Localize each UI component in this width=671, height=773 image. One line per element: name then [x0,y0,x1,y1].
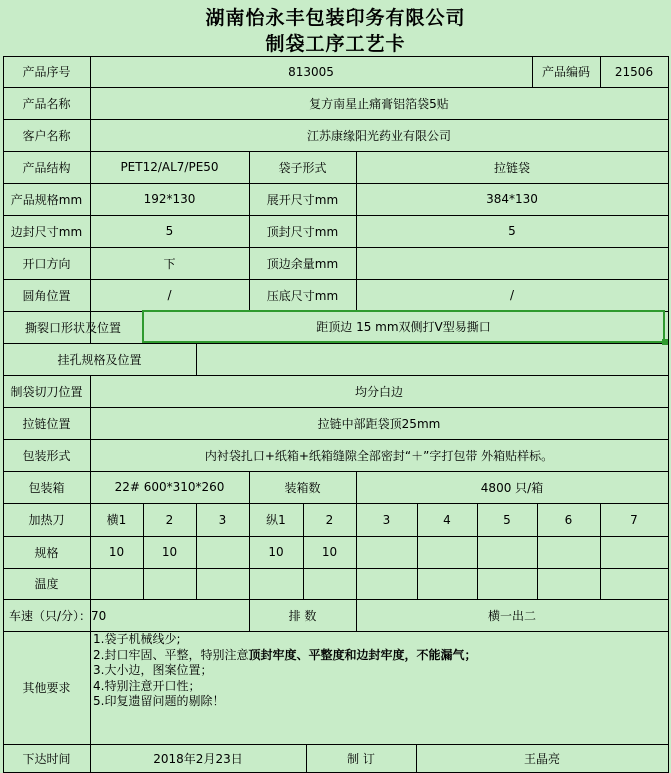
heater-header-6[interactable]: 3 [382,512,391,527]
requirement-4: 4.特别注意开口性； [93,678,201,693]
zipper-value[interactable]: 拉链中部距袋顶25mm [317,416,441,431]
heater-spec-1[interactable]: 10 [108,545,125,559]
heater-header-3[interactable]: 3 [218,512,227,527]
tear-label: 撕裂口形状及位置 [24,320,121,335]
bottom-label: 压底尺寸mm [266,288,339,303]
heater-temp-6[interactable] [356,568,417,599]
heater-temp-5[interactable] [303,568,356,599]
product-name-label: 产品名称 [22,96,71,111]
requirement-1: 1.袋子机械线少; [93,632,181,646]
heater-temp-10[interactable] [600,568,668,599]
box-qty-value[interactable]: 4800 只/箱 [480,480,544,495]
bag-form-value[interactable]: 拉链袋 [493,160,530,175]
box-label: 包装箱 [28,480,65,495]
heater-spec-8[interactable] [477,536,537,568]
heater-header-9[interactable]: 6 [564,512,573,527]
heater-label: 加热刀 [28,513,65,527]
product-no-label: 产品序号 [22,65,71,79]
heater-spec-9[interactable] [537,536,600,568]
heater-header-10[interactable]: 7 [630,512,638,527]
bottom-value[interactable]: / [509,288,515,302]
arrange-value[interactable]: 横一出二 [487,608,536,623]
speed-label: 车速（只/分）：70 [9,608,107,623]
heater-spec-3[interactable] [196,536,249,568]
requirement-2: 2.封口牢固、平整，特别注意顶封牢度、平整度和边封牢度，不能漏气； [93,647,477,662]
box-value[interactable]: 22# 600*310*260 [114,480,225,494]
heater-temp-1[interactable] [90,568,143,599]
heater-spec-4[interactable]: 10 [268,545,284,559]
product-name-value[interactable]: 复方南星止痛膏铝箔袋5贴 [309,96,449,111]
bag-form-label: 袋子形式 [278,160,327,175]
heater-header-2[interactable]: 2 [165,512,174,527]
heater-temp-2[interactable] [143,568,196,599]
heater-spec-6[interactable] [356,536,417,568]
cutter-value[interactable]: 均分白边 [354,384,403,399]
heater-header-5[interactable]: 2 [325,512,334,527]
structure-value[interactable]: PET12/AL7/PE50 [120,160,219,174]
heater-spec-5[interactable]: 10 [321,545,338,559]
unfold-label: 展开尺寸mm [266,192,339,207]
opening-label: 开口方向 [22,256,71,271]
maker-value[interactable]: 王晶亮 [523,751,560,766]
top-seal-label: 顶封尺寸mm [266,224,339,239]
hang-label: 挂孔规格及位置 [57,352,142,367]
heater-spec-2[interactable]: 10 [161,545,178,559]
company-title: 湖南怡永丰包装印务有限公司 [205,7,466,29]
issue-date-value[interactable]: 2018年2月23日 [153,751,243,766]
packing-value[interactable]: 内衬袋扎口+纸箱+纸箱缝隙全部密封“＋”字打包带 外箱贴样标。 [204,448,554,463]
box-qty-label: 装箱数 [284,480,321,495]
structure-label: 产品结构 [22,160,71,175]
document-title: 制袋工序工艺卡 [265,33,406,55]
heater-temp-8[interactable] [477,568,537,599]
issue-label: 下达时间 [22,751,71,766]
heater-temp-label: 温度 [34,577,59,591]
heater-temp-9[interactable] [537,568,600,599]
requirement-5: 5.印复遗留问题的剔除！ [93,694,225,708]
arrange-label: 排 数 [288,608,317,623]
side-seal-value[interactable]: 5 [165,224,174,238]
opening-value[interactable]: 下 [163,256,176,271]
heater-spec-10[interactable] [600,536,668,568]
other-label: 其他要求 [22,681,71,695]
product-code-label: 产品编码 [541,65,590,79]
heater-temp-4[interactable] [249,568,303,599]
requirement-3: 3.大小边，图案位置； [93,663,213,677]
heater-header-4[interactable]: 纵1 [266,513,286,527]
cutter-label: 制袋切刀位置 [10,384,83,399]
top-seal-value[interactable]: 5 [508,224,516,238]
spec-label: 产品规格mm [10,192,83,207]
heater-spec-label: 规格 [34,545,59,560]
top-margin-value[interactable] [356,247,668,279]
product-code-value[interactable]: 21506 [614,64,654,79]
heater-header-7[interactable]: 4 [443,512,451,527]
side-seal-label: 边封尺寸mm [10,224,83,239]
heater-header-1[interactable]: 横1 [106,513,127,527]
heater-temp-3[interactable] [196,568,249,599]
other-requirements-text[interactable] [90,632,668,744]
spec-value[interactable]: 192*130 [143,192,196,206]
unfold-value[interactable]: 384*130 [486,192,538,206]
maker-label: 制 订 [347,751,375,766]
packing-label: 包装形式 [22,448,71,463]
heater-spec-7[interactable] [417,536,477,568]
selection-fill-handle[interactable] [662,339,668,345]
grid-line [668,56,669,773]
customer-label: 客户名称 [22,128,71,143]
customer-value[interactable]: 江苏康缘阳光药业有限公司 [306,128,451,143]
product-no-value[interactable]: 813005 [288,64,334,79]
tear-value-selected-cell[interactable]: 距顶边 15 mm双侧打V型易撕口 [142,310,665,343]
corner-value[interactable]: / [167,288,172,302]
heater-temp-7[interactable] [417,568,477,599]
hang-value[interactable] [196,343,668,375]
corner-label: 圆角位置 [22,288,71,303]
zipper-label: 拉链位置 [22,416,71,431]
heater-header-8[interactable]: 5 [503,512,511,527]
top-margin-label: 顶边余量mm [266,256,339,271]
